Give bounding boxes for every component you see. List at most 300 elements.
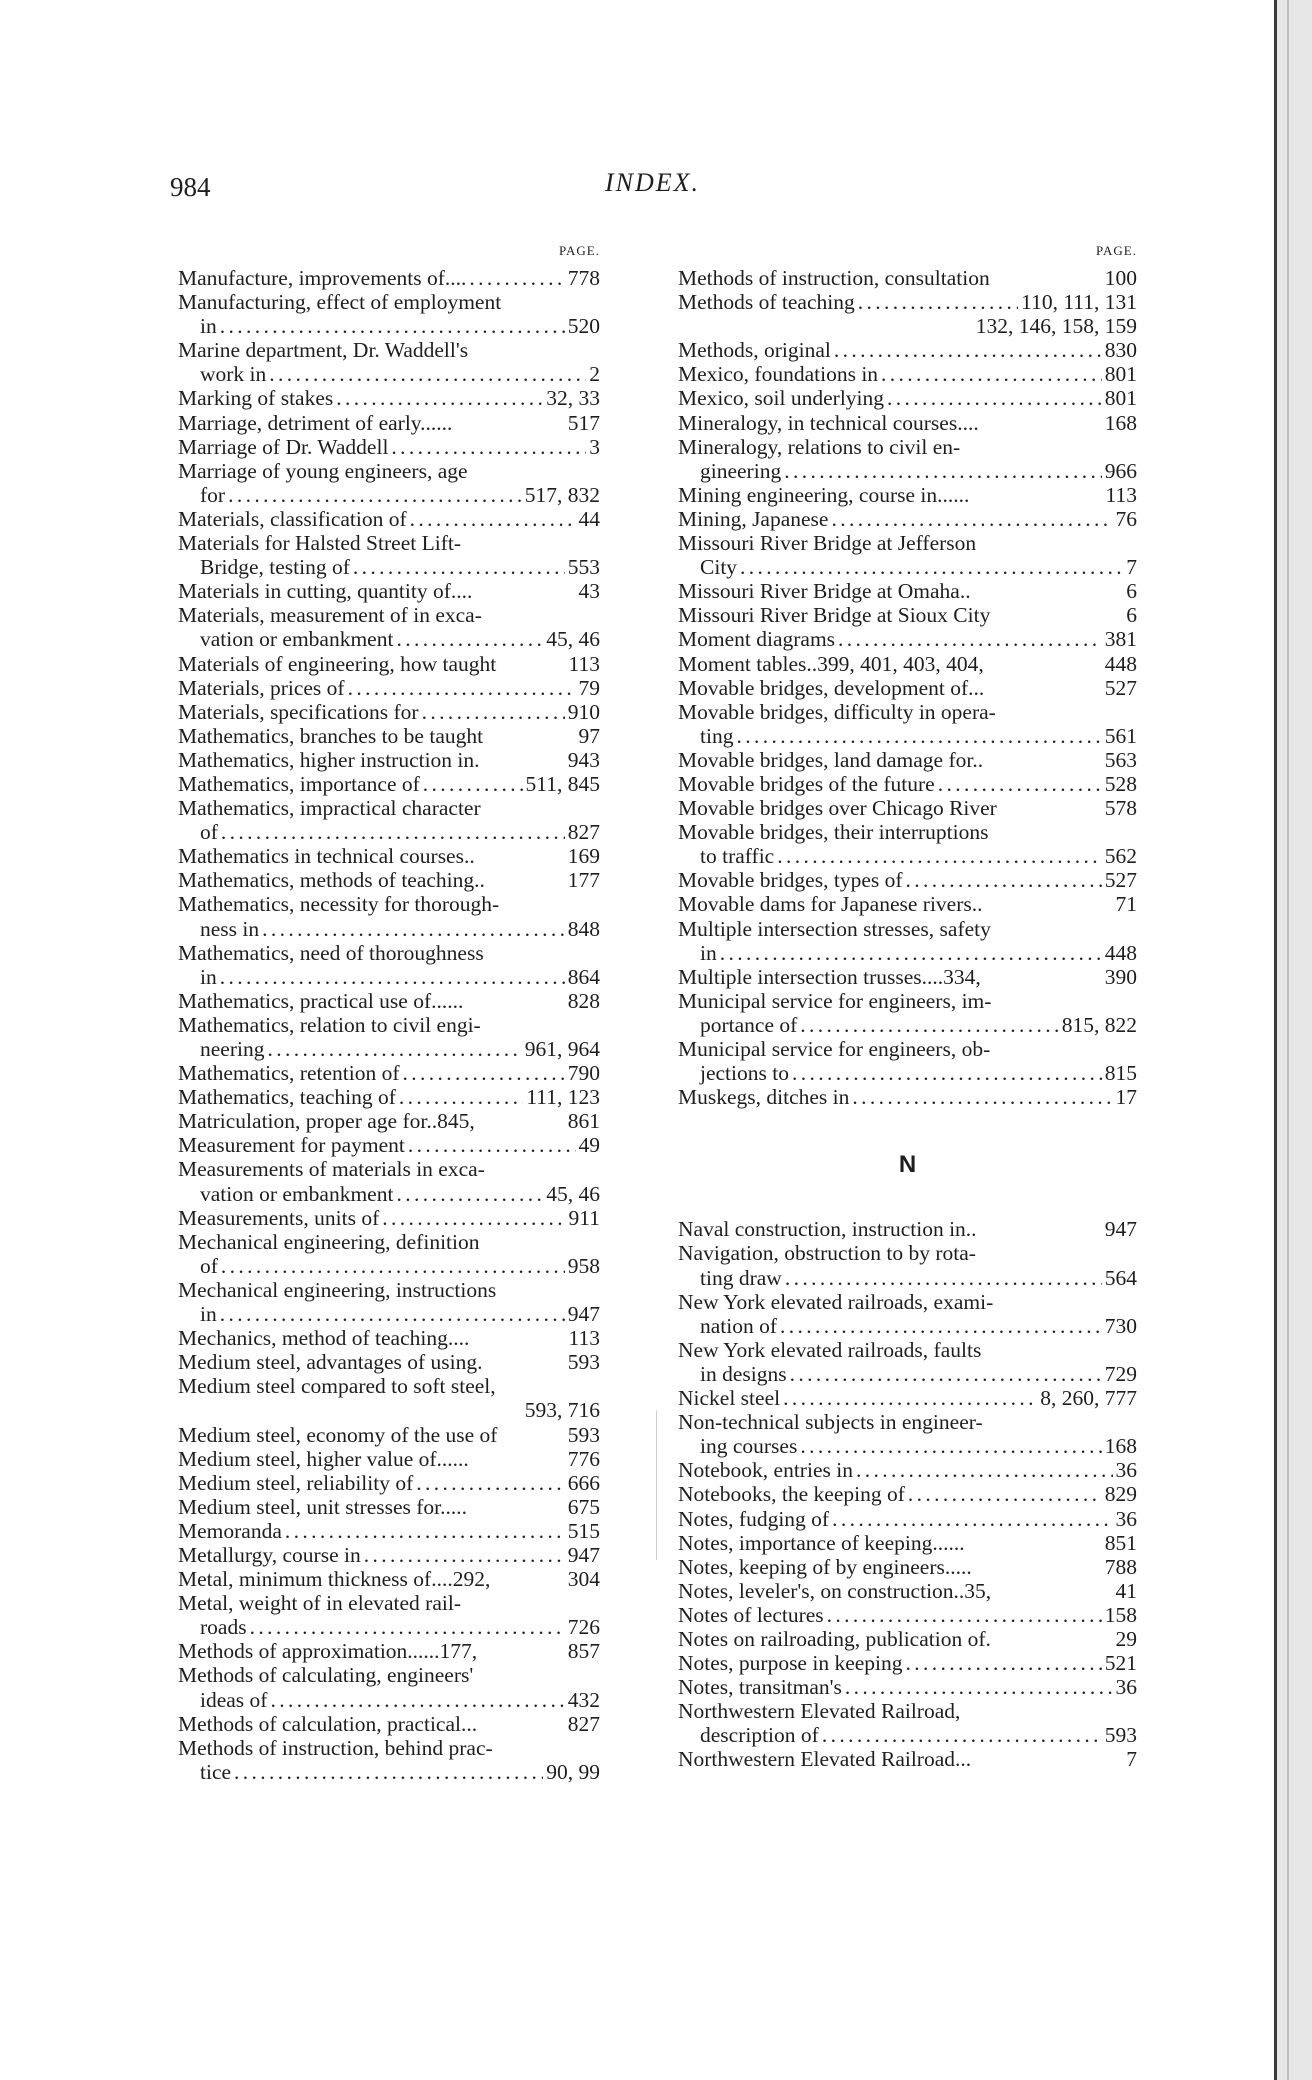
entry-text: Notes on railroading, publication of. [678,1626,991,1651]
entry-text: Mathematics, importance of [178,771,420,796]
entry-text: Mechanical engineering, definition [178,1229,480,1254]
page-column-label: PAGE. [558,243,600,258]
entry-text: ting draw [700,1265,782,1290]
leader-dots [416,1471,564,1495]
leader-dots [887,386,1102,410]
leader-dots [336,386,543,410]
entry-text: Mathematics, practical use of...... [178,988,464,1013]
index-entry [678,603,1137,627]
entry-page-ref: 29 [1115,1626,1137,1651]
leader-dots [234,1760,543,1784]
index-entry [178,362,600,386]
index-entry [178,1688,600,1712]
entry-page-ref: 947 [1104,1217,1137,1242]
index-entry [678,820,1137,844]
index-entry [678,748,1137,772]
entry-text: vation or embankment [200,1181,394,1206]
entry-text: Mathematics, retention of [178,1061,400,1086]
index-entry [178,1736,600,1760]
entry-page-ref: 828 [567,988,600,1013]
entry-text: Movable bridges, land damage for.. [678,747,984,772]
entry-text: Mechanics, method of teaching.... [178,1326,470,1351]
index-entry [678,507,1137,531]
entry-text: Northwestern Elevated Railroad, [678,1699,961,1724]
entry-page-ref: 829 [1104,1482,1137,1507]
entry-text: Methods of calculating, engineers' [178,1663,474,1688]
index-entry [178,989,600,1013]
entry-text: Missouri River Bridge at Jefferson [678,531,977,556]
entry-text: Movable bridges over Chicago River [678,796,997,821]
index-entry [678,483,1137,507]
index-entry [178,459,600,483]
entry-text: Northwestern Elevated Railroad... [678,1747,972,1772]
entry-text: Mining, Japanese [678,506,829,531]
entry-page-ref: 41 [1115,1578,1137,1603]
entry-text: New York elevated railroads, faults [678,1337,982,1362]
index-entry [678,579,1137,603]
entry-page-ref: 517, 832 [524,482,600,507]
entry-text: ideas of [200,1687,268,1712]
entry-text: Navigation, obstruction to by rota- [678,1241,976,1266]
entry-text: Marriage, detriment of early...... [178,410,453,435]
leader-dots [780,1314,1102,1338]
entry-page-ref: 8, 260, 777 [1040,1386,1137,1411]
index-entry [178,1712,600,1736]
index-entry [178,917,600,941]
entry-text: Municipal service for engineers, ob- [678,1037,991,1061]
entry-page-ref: 520 [567,314,600,339]
index-entry [678,1386,1137,1410]
index-entry [178,1495,600,1519]
entry-page-ref: 3 [589,434,600,459]
index-entry [178,1206,600,1230]
entry-text: in [200,964,217,989]
leader-dots [736,724,1101,748]
entry-text: Marking of stakes [178,386,334,411]
leader-dots [790,1362,1102,1386]
entry-page-ref: 511, 845 [525,771,600,796]
entry-page-ref: 32, 33 [546,386,600,411]
entry-text: Methods, original [678,338,831,363]
entry-text: ing courses [700,1434,798,1459]
index-entry [178,627,600,651]
entry-text: in [200,314,217,339]
entry-text: neering [200,1037,265,1061]
entry-text: Materials in cutting, quantity of.... [178,579,473,604]
entry-page-ref: 864 [567,964,600,989]
entry-text: Naval construction, instruction in.. [678,1217,977,1242]
entry-page-ref: 49 [578,1133,600,1158]
entry-text: of [200,820,218,845]
leader-dots [881,362,1102,386]
entry-text: Municipal service for engineers, im- [678,988,992,1013]
index-entry [678,1338,1137,1362]
entry-text: Non-technical subjects in engineer- [678,1410,983,1435]
entry-page-ref: 113 [568,1326,600,1351]
entry-text: Movable bridges, their interruptions [678,820,989,845]
leader-dots [410,507,576,531]
leader-dots [777,844,1102,868]
entry-text: Materials, measurement of in exca- [178,603,482,628]
index-entry [678,1434,1137,1458]
index-entry [678,1579,1137,1603]
section-letter-heading: N [898,1151,917,1179]
entry-page-ref: 169 [567,844,600,869]
entry-page-ref: 593 [567,1350,600,1375]
index-entry [178,868,600,892]
entry-text: Mathematics, teaching of [178,1085,396,1110]
entry-page-ref: 71 [1115,892,1137,917]
entry-text: Mathematics, necessity for thorough- [178,892,500,917]
index-entry [678,362,1137,386]
entry-text: Metallurgy, course in [178,1542,361,1567]
leader-dots [720,941,1102,965]
leader-dots [784,459,1102,483]
index-entry [678,1217,1137,1241]
entry-text: Movable dams for Japanese rivers.. [678,892,983,917]
entry-page-ref: 726 [567,1615,600,1640]
entry-page-ref: 45, 46 [546,627,600,652]
index-entry [178,844,600,868]
column-rule [656,1410,657,1560]
entry-text: Materials, prices of [178,675,345,700]
entry-text: Methods of calculation, practical... [178,1711,478,1736]
entry-page-ref: 562 [1104,844,1137,869]
index-column-left [178,244,600,1784]
index-entry [178,772,600,796]
entry-page-ref: 528 [1104,771,1137,796]
entry-page-ref: 815, 822 [1061,1012,1137,1037]
index-entry [178,1374,600,1398]
index-entry [678,700,1137,724]
index-entry [678,917,1137,941]
leader-dots [396,627,543,651]
entry-page-ref: 111, 123 [526,1085,600,1110]
index-entry [678,989,1137,1013]
entry-text: Notes, transitman's [678,1675,842,1700]
index-entry [678,772,1137,796]
leader-dots [220,1302,565,1326]
index-entry [178,1663,600,1687]
index-entries-m [178,266,600,1784]
entry-text: description of [700,1723,819,1748]
entry-page-ref: 790 [567,1061,600,1086]
leader-dots [792,1061,1102,1085]
index-entry [178,892,600,916]
entry-page-ref: 675 [567,1494,600,1519]
leader-dots [422,700,565,724]
index-entry [178,1543,600,1567]
entry-page-ref: 36 [1115,1675,1137,1700]
leader-dots [267,1037,521,1061]
entry-page-ref: 593, 716 [524,1398,600,1423]
index-entry [678,1651,1137,1675]
entry-text: of [200,1253,218,1278]
index-entry [178,314,600,338]
leader-dots [269,362,586,386]
entry-page-ref: 390 [1104,964,1137,989]
index-entry [178,724,600,748]
entry-page-ref: 168 [1104,410,1137,435]
entry-text: work in [200,362,267,387]
entry-page-ref: 76 [1115,506,1137,531]
entry-page-ref: 97 [578,723,600,748]
index-entry [678,868,1137,892]
entry-text: Marriage of young engineers, age [178,458,468,483]
entry-text: Materials of engineering, how taught [178,651,497,676]
entry-page-ref: 827 [567,1711,600,1736]
index-entry [178,700,600,724]
index-entries-n [678,1217,1137,1771]
entry-page-ref: 36 [1115,1458,1137,1483]
index-entry [678,266,1137,290]
entry-text: Mexico, foundations in [678,362,879,387]
index-entry [678,1037,1137,1061]
index-entry [178,1182,600,1206]
entry-text: Mineralogy, relations to civil en- [678,434,961,459]
entry-text: Medium steel compared to soft steel, [178,1374,496,1399]
leader-dots [906,1651,1102,1675]
entry-text: Matriculation, proper age for..845, [178,1109,475,1134]
index-entry [178,1639,600,1663]
index-entry [678,1085,1137,1109]
index-entry [178,1326,600,1350]
index-entry [178,603,600,627]
entry-text: Missouri River Bridge at Sioux City [678,603,991,628]
page-column-label: PAGE. [1095,243,1137,258]
entry-text: Medium steel, advantages of using. [178,1350,483,1375]
entry-text: Mathematics, methods of teaching.. [178,868,485,893]
index-entry [678,314,1137,338]
entry-text: Medium steel, unit stresses for..... [178,1494,468,1519]
index-entry [178,1254,600,1278]
index-entry [678,290,1137,314]
index-entry [178,290,600,314]
index-entry [678,459,1137,483]
entry-text: ting [700,723,734,748]
leader-dots [399,1085,523,1109]
entry-page-ref: 564 [1104,1265,1137,1290]
entry-page-ref: 578 [1104,796,1137,821]
leader-dots [353,555,565,579]
index-entry [678,338,1137,362]
index-entry [178,1615,600,1639]
entry-text: Mathematics, higher instruction in. [178,747,480,772]
index-entry [178,483,600,507]
entry-page-ref: 79 [578,675,600,700]
entry-text: Bridge, testing of [200,555,350,580]
index-entry [178,386,600,410]
entry-text: Notebooks, the keeping of [678,1482,905,1507]
index-entry [678,1061,1137,1085]
entry-page-ref: 561 [1104,723,1137,748]
index-entry [678,1531,1137,1555]
entry-text: for [200,482,226,507]
entry-page-ref: 911 [568,1205,600,1230]
leader-dots [364,1543,565,1567]
index-entry [678,724,1137,748]
leader-dots [403,1061,565,1085]
entry-page-ref: 553 [567,555,600,580]
index-entry [178,531,600,555]
entry-page-ref: 830 [1104,338,1137,363]
entry-text: Multiple intersection stresses, safety [678,916,991,941]
leader-dots [800,1013,1058,1037]
entry-text: Moment tables..399, 401, 403, 404, [678,651,984,676]
index-entry [678,1627,1137,1651]
index-entry [178,1760,600,1784]
entry-text: Mathematics, need of thoroughness [178,940,484,965]
leader-dots [838,627,1102,651]
leader-dots [221,820,565,844]
index-entry [178,1350,600,1374]
entry-page-ref: 515 [567,1518,600,1543]
entry-page-ref: 910 [567,699,600,724]
index-entry [178,676,600,700]
index-entry [678,796,1137,820]
index-entry [678,1603,1137,1627]
leader-dots [348,676,576,700]
index-column-right [678,244,1137,1772]
entry-text: Nickel steel [678,1386,781,1411]
entry-page-ref: 381 [1104,627,1137,652]
index-entry [178,1278,600,1302]
index-entry [178,1061,600,1085]
entry-text: Moment diagrams [678,627,836,652]
entry-text: Materials for Halsted Street Lift- [178,531,461,556]
entry-page-ref: 45, 46 [546,1181,600,1206]
index-entry [678,965,1137,989]
index-entry [178,1230,600,1254]
entry-text: Methods of instruction, behind prac- [178,1735,493,1760]
entry-page-ref: 947 [567,1542,600,1567]
entry-text: Metal, minimum thickness of....292, [178,1567,491,1592]
entry-text: Movable bridges, development of... [678,675,985,700]
entry-text: Manufacture, improvements of.... [178,266,467,290]
entry-page-ref: 848 [567,916,600,941]
entry-page-ref: 815 [1104,1061,1137,1086]
index-entry [678,1507,1137,1531]
entry-page-ref: 666 [567,1470,600,1495]
leader-dots [834,338,1102,362]
entry-text: Notes, importance of keeping...... [678,1530,965,1555]
index-entry [678,1013,1137,1037]
leader-dots [906,868,1102,892]
entry-text: roads [200,1615,247,1640]
entry-page-ref: 113 [568,651,600,676]
entry-page-ref: 6 [1126,579,1137,604]
index-entry [678,1675,1137,1699]
entry-page-ref: 113 [1105,482,1137,507]
entry-page-ref: 527 [1104,868,1137,893]
entry-text: Metal, weight of in elevated rail- [178,1591,461,1616]
entry-text: Memoranda [178,1518,282,1543]
entry-page-ref: 44 [578,506,600,531]
index-entry [178,820,600,844]
leader-dots [845,1675,1113,1699]
index-entry [178,266,600,290]
index-entry [678,1723,1137,1747]
leader-dots [822,1723,1102,1747]
leader-dots [221,1254,565,1278]
entry-page-ref: 593 [1104,1723,1137,1748]
entry-page-ref: 448 [1104,651,1137,676]
index-entry [678,941,1137,965]
entry-page-ref: 966 [1104,458,1137,483]
entry-page-ref: 729 [1104,1361,1137,1386]
page-number: 984 [170,172,211,202]
entry-text: Notes, keeping of by engineers..... [678,1554,972,1579]
index-entry [178,1133,600,1157]
index-entry [678,1314,1137,1338]
index-entry [678,1747,1137,1771]
entry-text: Movable bridges of the future [678,771,935,796]
adjacent-page-edge [1274,0,1312,2080]
leader-dots [423,772,523,796]
entry-text: Notebook, entries in [678,1458,853,1483]
entry-text: New York elevated railroads, exami- [678,1289,994,1314]
entry-text: Mathematics in technical courses.. [178,844,475,869]
entry-text: Measurement for payment [178,1133,405,1158]
leader-dots [382,1206,565,1230]
leader-dots [856,1458,1113,1482]
index-entry [178,796,600,820]
index-entry [678,411,1137,435]
entry-page-ref: 958 [567,1253,600,1278]
entry-page-ref: 593 [567,1422,600,1447]
index-entry [178,579,600,603]
index-entry [678,627,1137,651]
index-entry [178,1037,600,1061]
entry-text: ness in [200,916,260,941]
entry-page-ref: 158 [1104,1602,1137,1627]
index-entry [178,1013,600,1037]
leader-dots [938,772,1102,796]
leader-dots [908,1482,1102,1506]
leader-dots [783,1386,1037,1410]
index-entry [178,1591,600,1615]
entry-page-ref: 857 [567,1639,600,1664]
entry-text: Marriage of Dr. Waddell [178,434,389,459]
entry-page-ref: 100 [1104,266,1137,290]
entry-page-ref: 448 [1104,940,1137,965]
leader-dots [832,1507,1112,1531]
index-entry [678,531,1137,555]
index-entry [678,1555,1137,1579]
entry-text: gineering [700,458,782,483]
entry-page-ref: 778 [567,266,600,290]
entry-text: Mechanical engineering, instructions [178,1277,497,1302]
entry-page-ref: 788 [1104,1554,1137,1579]
entry-page-ref: 861 [567,1109,600,1134]
leader-dots [270,1688,564,1712]
entry-text: Medium steel, economy of the use of [178,1422,498,1447]
leader-dots [831,507,1112,531]
entry-text: tice [200,1759,232,1784]
entry-page-ref: 7 [1126,555,1137,580]
leader-dots [785,1266,1102,1290]
index-entry [678,386,1137,410]
entry-text: Manufacturing, effect of employment [178,290,502,315]
entry-text: Muskegs, ditches in [678,1085,850,1110]
entry-page-ref: 801 [1104,362,1137,387]
leader-dots [469,266,564,290]
leader-dots [391,435,586,459]
entry-page-ref: 521 [1104,1651,1137,1676]
index-entry [178,941,600,965]
entry-page-ref: 961, 964 [524,1037,600,1061]
index-entry [678,1699,1137,1723]
